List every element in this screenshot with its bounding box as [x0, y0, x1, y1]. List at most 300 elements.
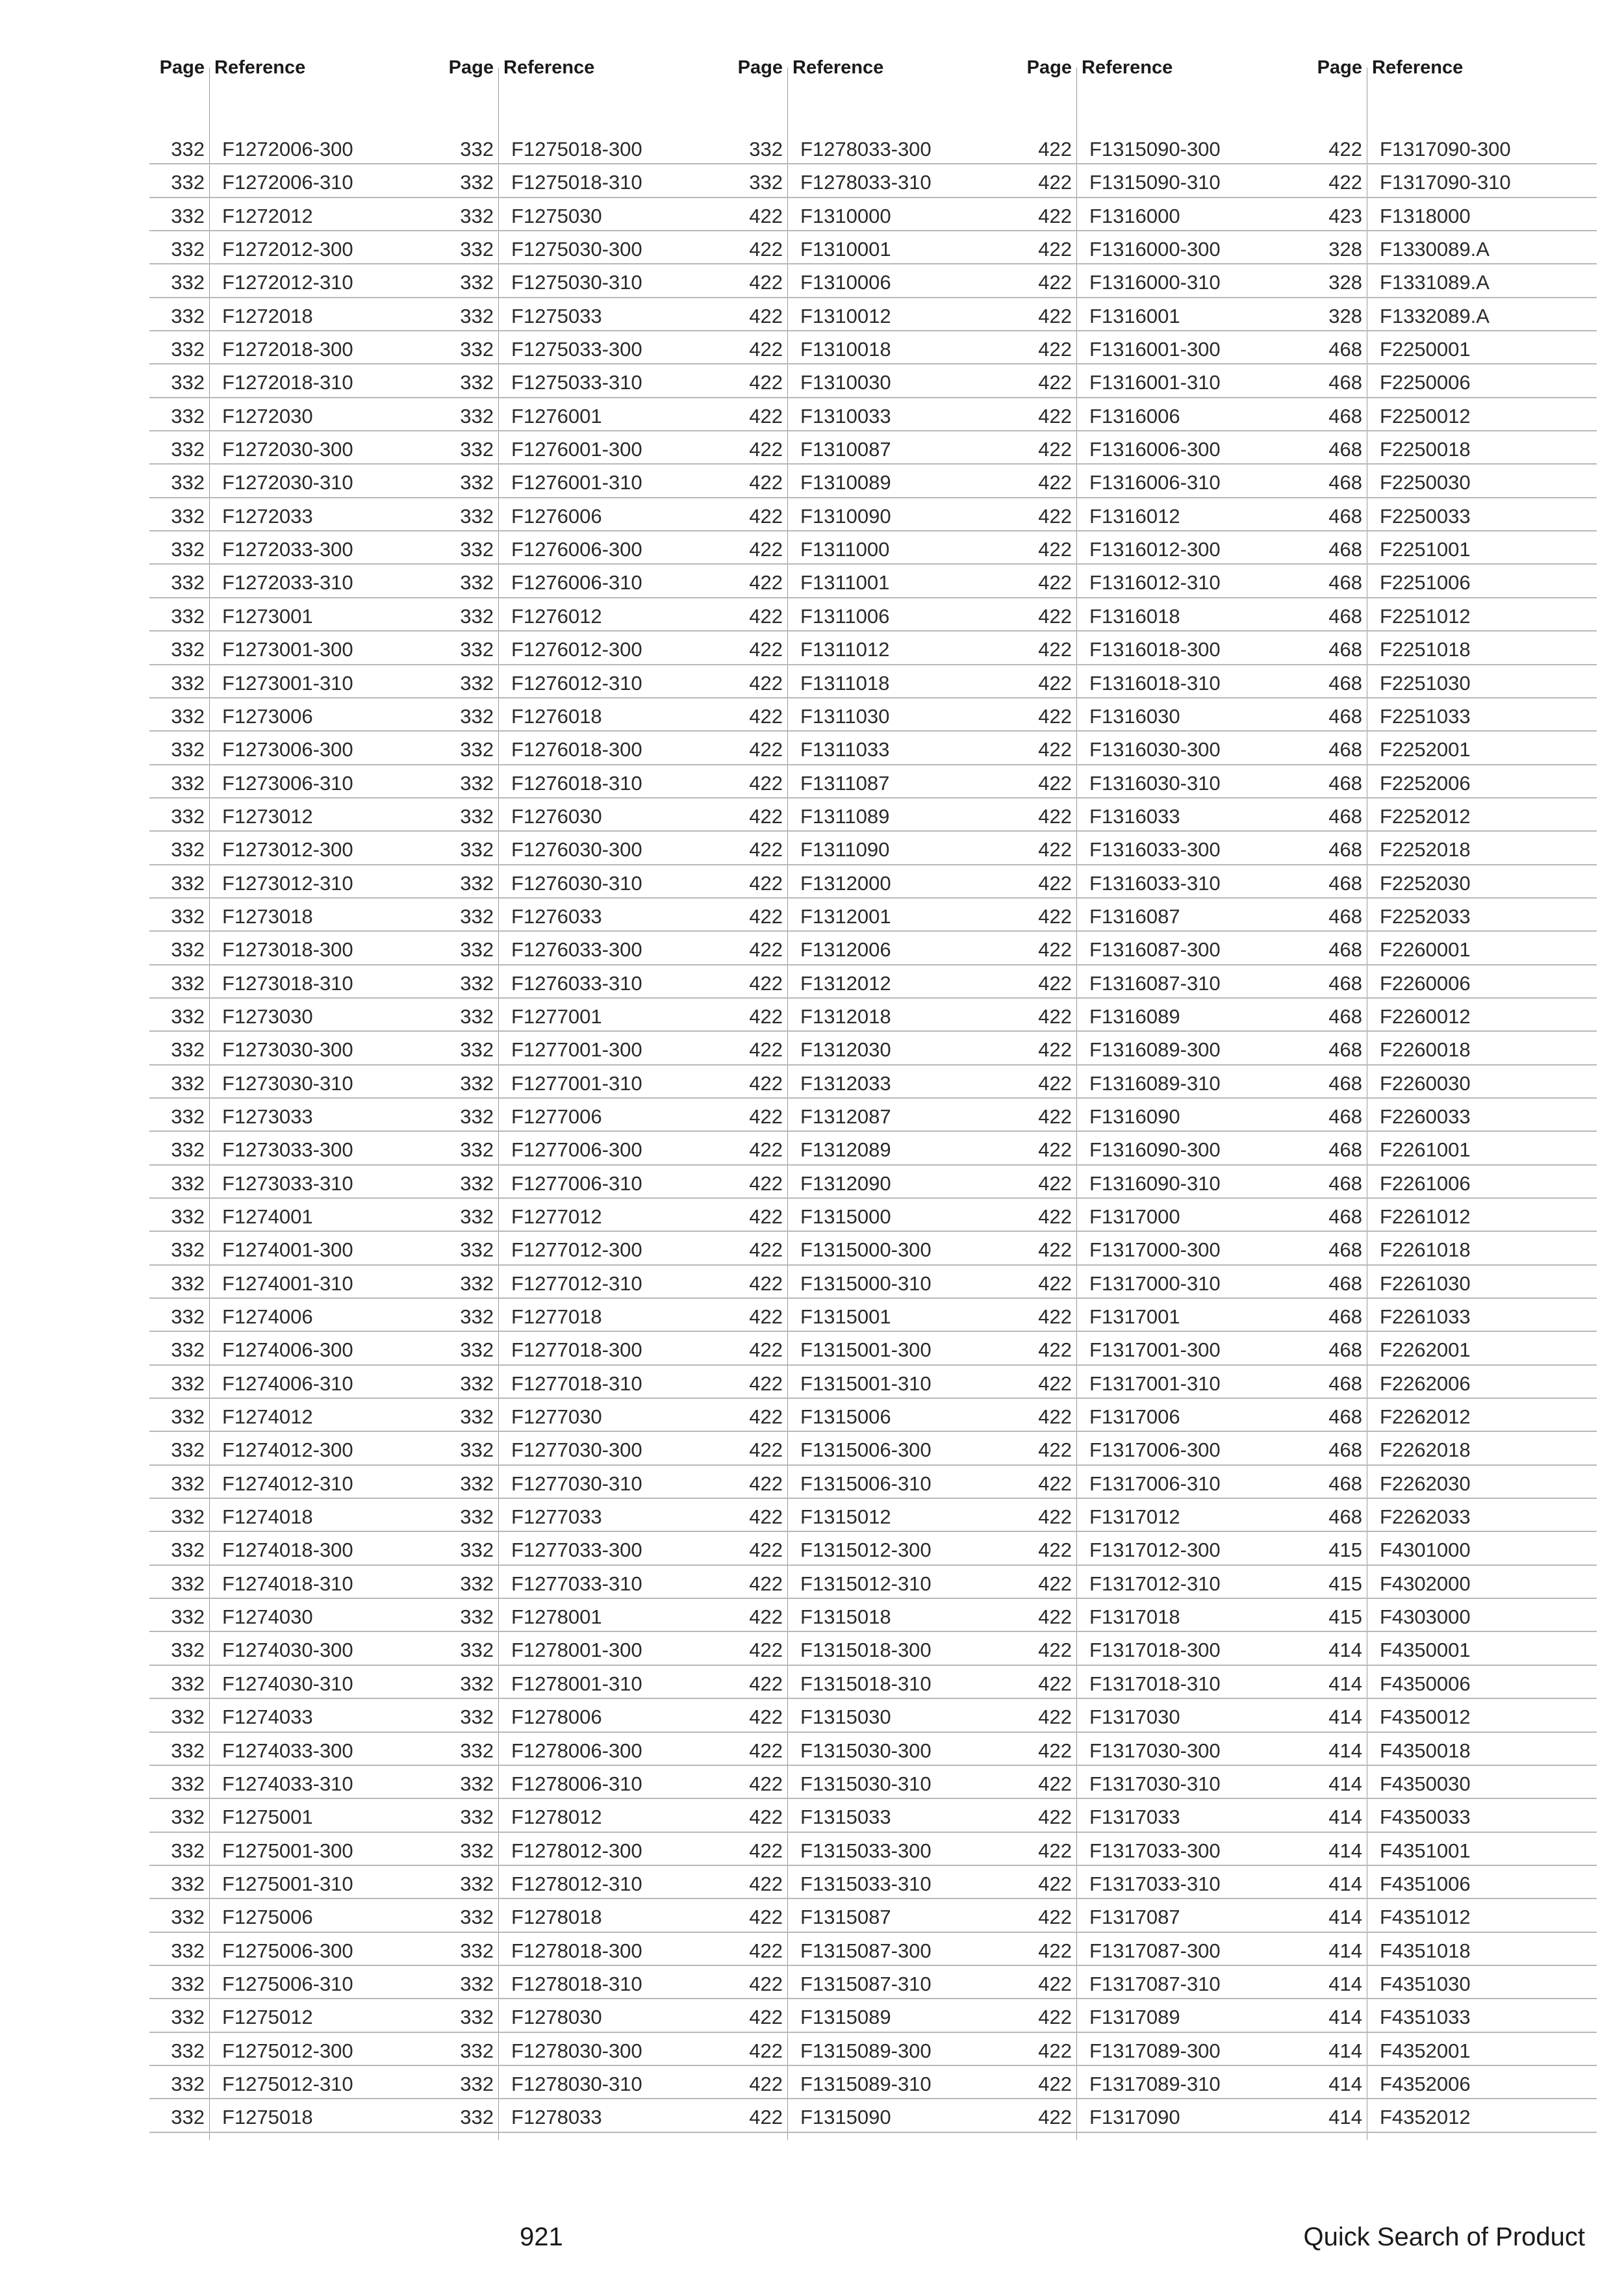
reference-cell: F1277018-310	[511, 1372, 642, 1395]
reference-cell: F1272018	[222, 304, 313, 327]
page-number-cell: 422	[1038, 1238, 1072, 1262]
index-row	[149, 1699, 438, 1732]
index-row	[1017, 665, 1307, 698]
reference-cell: F1312001	[800, 904, 891, 928]
index-row	[1307, 1366, 1597, 1399]
page-number-cell: 415	[1328, 1572, 1362, 1595]
page-number-cell: 422	[1038, 2072, 1072, 2095]
page-column-heading: Page	[159, 57, 205, 78]
index-row	[149, 1632, 438, 1665]
index-row	[1017, 398, 1307, 431]
index-row	[1307, 1933, 1597, 1966]
reference-cell: F1278012-310	[511, 1872, 642, 1895]
reference-cell: F1276033-300	[511, 938, 642, 962]
page-number-cell: 332	[171, 571, 205, 594]
index-row	[149, 1432, 438, 1465]
reference-cell: F4352001	[1380, 2039, 1471, 2062]
page-number-cell: 332	[171, 1706, 205, 1729]
page-number-cell: 332	[171, 1806, 205, 1829]
reference-cell: F1274012	[222, 1405, 313, 1429]
page-number-cell: 332	[460, 1105, 494, 1128]
reference-cell: F1312018	[800, 1004, 891, 1028]
page-number-cell: 468	[1328, 538, 1362, 561]
reference-cell: F1277006-310	[511, 1171, 642, 1195]
page-column-heading: Page	[737, 57, 783, 78]
page-number-cell: 332	[171, 1539, 205, 1562]
index-row	[728, 1399, 1017, 1432]
index-row	[1017, 1999, 1307, 2032]
reference-cell: F1277018-300	[511, 1338, 642, 1362]
page-number-cell: 422	[749, 971, 783, 995]
index-row	[1307, 231, 1597, 264]
index-row	[1017, 598, 1307, 632]
page-number-cell: 332	[460, 1672, 494, 1695]
page-number-cell: 332	[460, 1372, 494, 1395]
page-number-cell: 422	[1038, 771, 1072, 795]
index-row	[438, 1566, 728, 1599]
index-row	[1307, 298, 1597, 331]
page-number-cell: 422	[749, 938, 783, 962]
reference-cell: F1278030-300	[511, 2039, 642, 2062]
page-number-cell: 422	[749, 1972, 783, 1995]
index-row	[1307, 865, 1597, 899]
reference-cell: F1315030	[800, 1706, 891, 1729]
reference-cell: F2262006	[1380, 1372, 1471, 1395]
page-number-cell: 332	[171, 1071, 205, 1095]
reference-cell: F1315012	[800, 1505, 891, 1529]
index-row	[1017, 1399, 1307, 1432]
reference-cell: F4303000	[1380, 1605, 1471, 1629]
reference-cell: F1275033	[511, 304, 602, 327]
page-number-cell: 414	[1328, 1872, 1362, 1895]
page-number-cell: 468	[1328, 1372, 1362, 1395]
index-column-4	[1017, 48, 1307, 2140]
reference-cell: F1278001-310	[511, 1672, 642, 1695]
index-row	[728, 1833, 1017, 1866]
index-row	[1017, 1532, 1307, 1565]
index-row	[1017, 364, 1307, 398]
reference-cell: F1276018-300	[511, 738, 642, 761]
page-number-cell: 332	[171, 504, 205, 528]
reference-cell: F1316001-310	[1089, 371, 1221, 394]
index-row	[1307, 1432, 1597, 1465]
index-row	[1017, 1666, 1307, 1699]
index-row	[728, 665, 1017, 698]
page-number-cell: 332	[171, 1839, 205, 1862]
reference-cell: F1312000	[800, 871, 891, 895]
page-number-cell: 414	[1328, 1706, 1362, 1729]
reference-cell: F1277030	[511, 1405, 602, 1429]
page-number-cell: 332	[460, 438, 494, 461]
reference-cell: F1317000	[1089, 1205, 1180, 1228]
reference-cell: F4351006	[1380, 1872, 1471, 1895]
index-row	[149, 364, 438, 398]
page-number-cell: 422	[1038, 1505, 1072, 1529]
reference-cell: F1317001-310	[1089, 1372, 1221, 1395]
index-row	[728, 598, 1017, 632]
reference-cell: F4301000	[1380, 1539, 1471, 1562]
reference-cell: F2250001	[1380, 338, 1471, 361]
reference-cell: F1273012-300	[222, 838, 353, 862]
reference-cell: F4351001	[1380, 1839, 1471, 1862]
reference-cell: F1274030-310	[222, 1672, 353, 1695]
page-number-cell: 422	[1038, 2039, 1072, 2062]
page-number-cell: 414	[1328, 1739, 1362, 1762]
index-row	[438, 665, 728, 698]
index-row	[438, 1166, 728, 1199]
index-row	[1307, 1132, 1597, 1165]
page-number-cell: 332	[460, 1639, 494, 1662]
reference-cell: F1276018	[511, 704, 602, 728]
page-number-cell: 332	[171, 938, 205, 962]
page-number-cell: 422	[749, 1539, 783, 1562]
index-row	[728, 1466, 1017, 1499]
reference-cell: F1312087	[800, 1105, 891, 1128]
page-number-cell: 332	[460, 1004, 494, 1028]
reference-cell: F1315033-300	[800, 1839, 932, 1862]
index-row	[438, 2033, 728, 2066]
index-row	[149, 999, 438, 1032]
page-number-cell: 332	[749, 171, 783, 194]
index-row	[438, 164, 728, 198]
column-header	[438, 48, 728, 133]
page-number-cell: 468	[1328, 671, 1362, 695]
page-number-cell: 332	[460, 1438, 494, 1462]
reference-cell: F1316000-300	[1089, 238, 1221, 261]
index-row	[1307, 1299, 1597, 1332]
reference-cell: F1315090-300	[1089, 138, 1221, 160]
reference-cell: F1276001	[511, 404, 602, 428]
page-number-cell: 332	[460, 604, 494, 628]
reference-cell: F1275012	[222, 2006, 313, 2029]
page-number-cell: 332	[171, 638, 205, 661]
page-number-cell: 332	[460, 1472, 494, 1495]
page-number-cell: 422	[749, 1672, 783, 1695]
reference-cell: F1274033	[222, 1706, 313, 1729]
page-number-cell: 332	[171, 2039, 205, 2062]
index-row	[728, 1066, 1017, 1099]
reference-cell: F2250030	[1380, 471, 1471, 494]
page-number-cell: 468	[1328, 1071, 1362, 1095]
index-row	[1307, 698, 1597, 732]
index-row	[149, 932, 438, 965]
index-row	[1017, 1699, 1307, 1732]
index-row	[1017, 1966, 1307, 1999]
page-number-cell: 332	[460, 671, 494, 695]
page-number-cell: 332	[460, 304, 494, 327]
index-row	[149, 1066, 438, 1099]
index-row	[1307, 1666, 1597, 1699]
index-row	[149, 1999, 438, 2032]
reference-cell: F1315033-310	[800, 1872, 932, 1895]
index-column-3	[728, 48, 1017, 2140]
reference-cell: F2250018	[1380, 438, 1471, 461]
page-number-cell: 332	[171, 1472, 205, 1495]
reference-cell: F1317089	[1089, 2006, 1180, 2029]
page-number-cell: 422	[749, 1338, 783, 1362]
index-row	[438, 598, 728, 632]
reference-cell: F1273001-300	[222, 638, 353, 661]
page-number-cell: 422	[1038, 971, 1072, 995]
page-number-cell: 332	[460, 1205, 494, 1228]
index-row	[149, 1266, 438, 1299]
reference-cell: F1311018	[800, 671, 890, 695]
page-number-cell: 422	[749, 1772, 783, 1795]
page-number-cell: 414	[1328, 2006, 1362, 2029]
reference-cell: F1276001-310	[511, 471, 642, 494]
page-number: 921	[520, 2223, 563, 2251]
reference-cell: F1272012	[222, 204, 313, 227]
reference-cell: F1278006-300	[511, 1739, 642, 1762]
index-row	[1017, 1266, 1307, 1299]
index-rows	[149, 131, 438, 2133]
reference-cell: F1315001-300	[800, 1338, 932, 1362]
page-number-cell: 332	[171, 1906, 205, 1929]
reference-cell: F1316001-300	[1089, 338, 1221, 361]
page-number-cell: 422	[749, 2106, 783, 2129]
index-row	[438, 498, 728, 531]
reference-cell: F1275001	[222, 1806, 313, 1829]
reference-cell: F2262001	[1380, 1338, 1471, 1362]
page-number-cell: 422	[749, 571, 783, 594]
reference-cell: F2252033	[1380, 904, 1471, 928]
page-number-cell: 422	[749, 804, 783, 828]
reference-cell: F2251030	[1380, 671, 1471, 695]
index-row	[438, 1466, 728, 1499]
index-row	[149, 398, 438, 431]
index-row	[728, 1032, 1017, 1065]
page-number-cell: 422	[1038, 1806, 1072, 1829]
index-row	[728, 965, 1017, 999]
index-row	[1307, 665, 1597, 698]
reference-cell: F1276033	[511, 904, 602, 928]
page-number-cell: 422	[749, 1872, 783, 1895]
page-number-cell: 332	[171, 1739, 205, 1762]
reference-cell: F4350033	[1380, 1806, 1471, 1829]
page-number-cell: 422	[749, 204, 783, 227]
page-number-cell: 332	[460, 1806, 494, 1829]
reference-cell: F1315006-310	[800, 1472, 932, 1495]
reference-cell: F1277012	[511, 1205, 602, 1228]
page-number-cell: 332	[171, 1672, 205, 1695]
index-row	[728, 1099, 1017, 1132]
index-row	[1017, 1566, 1307, 1599]
page-number-cell: 332	[171, 371, 205, 394]
reference-cell: F1316087	[1089, 904, 1180, 928]
page-number-cell: 332	[171, 271, 205, 294]
page-number-cell: 422	[1038, 904, 1072, 928]
index-row	[438, 431, 728, 465]
page-number-cell: 422	[749, 1405, 783, 1429]
index-row	[728, 465, 1017, 498]
index-row	[728, 1366, 1017, 1399]
page-number-cell: 332	[171, 471, 205, 494]
page-number-cell: 422	[749, 1605, 783, 1629]
index-row	[1307, 1032, 1597, 1065]
page-number-cell: 422	[749, 738, 783, 761]
page-number-cell: 332	[460, 971, 494, 995]
page-number-cell: 422	[749, 2006, 783, 2029]
reference-cell: F1275030-300	[511, 238, 642, 261]
index-row	[728, 2066, 1017, 2099]
index-row	[728, 732, 1017, 765]
reference-cell: F1315018-310	[800, 1672, 932, 1695]
page-number-cell: 422	[749, 1739, 783, 1762]
index-row	[1017, 999, 1307, 1032]
index-row	[728, 1666, 1017, 1699]
reference-cell: F1278030-310	[511, 2072, 642, 2095]
index-row	[1307, 364, 1597, 398]
page-number-cell: 422	[1038, 1271, 1072, 1295]
index-row	[149, 164, 438, 198]
reference-cell: F1312006	[800, 938, 891, 962]
page-number-cell: 422	[749, 1839, 783, 1862]
index-row	[149, 498, 438, 531]
page-number-cell: 422	[749, 238, 783, 261]
page-number-cell: 468	[1328, 471, 1362, 494]
reference-cell: F1276012-300	[511, 638, 642, 661]
index-rows	[728, 131, 1017, 2133]
page-number-cell: 332	[171, 304, 205, 327]
reference-cell: F1317090-310	[1380, 171, 1511, 194]
index-row	[149, 1799, 438, 1832]
index-row	[1017, 1933, 1307, 1966]
reference-cell: F1274030-300	[222, 1639, 353, 1662]
page-number-cell: 422	[1038, 804, 1072, 828]
page-number-cell: 332	[460, 1939, 494, 1962]
page-number-cell: 415	[1328, 1605, 1362, 1629]
reference-cell: F1316012	[1089, 504, 1180, 528]
index-row	[728, 1733, 1017, 1766]
reference-column-heading: Reference	[503, 57, 595, 78]
index-row	[1017, 565, 1307, 598]
page-number-cell: 332	[460, 1338, 494, 1362]
index-row	[728, 1899, 1017, 1932]
index-row	[728, 1999, 1017, 2032]
reference-cell: F1273018-300	[222, 938, 353, 962]
reference-cell: F2261001	[1380, 1138, 1471, 1162]
index-row	[1017, 632, 1307, 665]
reference-cell: F1316012-300	[1089, 538, 1221, 561]
page-number-cell: 332	[171, 1872, 205, 1895]
reference-cell: F1274012-300	[222, 1438, 353, 1462]
page-number-cell: 422	[749, 271, 783, 294]
index-row	[1017, 1232, 1307, 1265]
page-number-cell: 332	[171, 204, 205, 227]
reference-cell: F1278030	[511, 2006, 602, 2029]
index-row	[728, 331, 1017, 364]
reference-cell: F2251001	[1380, 538, 1471, 561]
index-row	[1017, 1299, 1307, 1332]
index-row	[1307, 1899, 1597, 1932]
index-row	[728, 1432, 1017, 1465]
index-row	[149, 231, 438, 264]
index-row	[1017, 765, 1307, 798]
reference-cell: F1315089-310	[800, 2072, 932, 2095]
page-number-cell: 332	[460, 1572, 494, 1595]
reference-cell: F2260006	[1380, 971, 1471, 995]
reference-cell: F1277001-310	[511, 1071, 642, 1095]
reference-cell: F1275033-300	[511, 338, 642, 361]
reference-cell: F1317087-300	[1089, 1939, 1221, 1962]
page-number-cell: 414	[1328, 1772, 1362, 1795]
reference-cell: F1316006	[1089, 404, 1180, 428]
reference-cell: F1317012-300	[1089, 1539, 1221, 1562]
page-number-cell: 422	[749, 1706, 783, 1729]
index-row	[1307, 264, 1597, 298]
reference-cell: F1274001	[222, 1205, 313, 1228]
section-title: Quick Search of Product	[1303, 2223, 1585, 2251]
page-number-cell: 332	[171, 2006, 205, 2029]
reference-cell: F1316033-310	[1089, 871, 1221, 895]
reference-cell: F1274018	[222, 1505, 313, 1529]
index-row	[438, 798, 728, 832]
page-number-cell: 422	[749, 771, 783, 795]
page-number-cell: 414	[1328, 1939, 1362, 1962]
page-number-cell: 422	[1038, 171, 1072, 194]
reference-cell: F1315087-300	[800, 1939, 932, 1962]
index-row	[728, 1632, 1017, 1665]
reference-column-heading: Reference	[214, 57, 306, 78]
reference-cell: F1315000	[800, 1205, 891, 1228]
index-row	[438, 1366, 728, 1399]
reference-cell: F1316087-310	[1089, 971, 1221, 995]
reference-cell: F1277012-310	[511, 1271, 642, 1295]
index-row	[438, 1766, 728, 1799]
page-number-cell: 332	[460, 238, 494, 261]
page-number-cell: 332	[460, 2072, 494, 2095]
page-number-cell: 422	[749, 1505, 783, 1529]
index-row	[149, 1099, 438, 1132]
reference-cell: F4352006	[1380, 2072, 1471, 2095]
page-number-cell: 414	[1328, 1806, 1362, 1829]
index-column-2	[438, 48, 728, 2140]
page-number-cell: 422	[1038, 2106, 1072, 2129]
reference-cell: F1318000	[1380, 204, 1471, 227]
reference-cell: F2262012	[1380, 1405, 1471, 1429]
index-row	[728, 1132, 1017, 1165]
index-row	[1307, 832, 1597, 865]
page-number-cell: 422	[1038, 871, 1072, 895]
index-row	[149, 1899, 438, 1932]
index-row	[149, 1499, 438, 1532]
index-row	[438, 1632, 728, 1665]
index-row	[728, 1532, 1017, 1565]
page-number-cell: 468	[1328, 904, 1362, 928]
reference-cell: F2260030	[1380, 1071, 1471, 1095]
page-number-cell: 414	[1328, 1672, 1362, 1695]
index-row	[1307, 1332, 1597, 1365]
page-number-cell: 332	[460, 1772, 494, 1795]
page-number-cell: 422	[1038, 1038, 1072, 1062]
page-number-cell: 468	[1328, 1171, 1362, 1195]
page-number-cell: 422	[1038, 1639, 1072, 1662]
index-row	[149, 1132, 438, 1165]
page-number-cell: 422	[1038, 1572, 1072, 1595]
reference-cell: F1317000-300	[1089, 1238, 1221, 1262]
reference-cell: F1310018	[800, 338, 891, 361]
reference-cell: F1317018-310	[1089, 1672, 1221, 1695]
index-row	[728, 531, 1017, 565]
page-number-cell: 422	[749, 1372, 783, 1395]
page-number-cell: 468	[1328, 1338, 1362, 1362]
reference-cell: F1317089-300	[1089, 2039, 1221, 2062]
page-number-cell: 422	[1038, 671, 1072, 695]
index-row	[438, 1266, 728, 1299]
reference-cell: F1274018-310	[222, 1572, 353, 1595]
page-number-cell: 414	[1328, 1906, 1362, 1929]
reference-cell: F1316090-310	[1089, 1171, 1221, 1195]
